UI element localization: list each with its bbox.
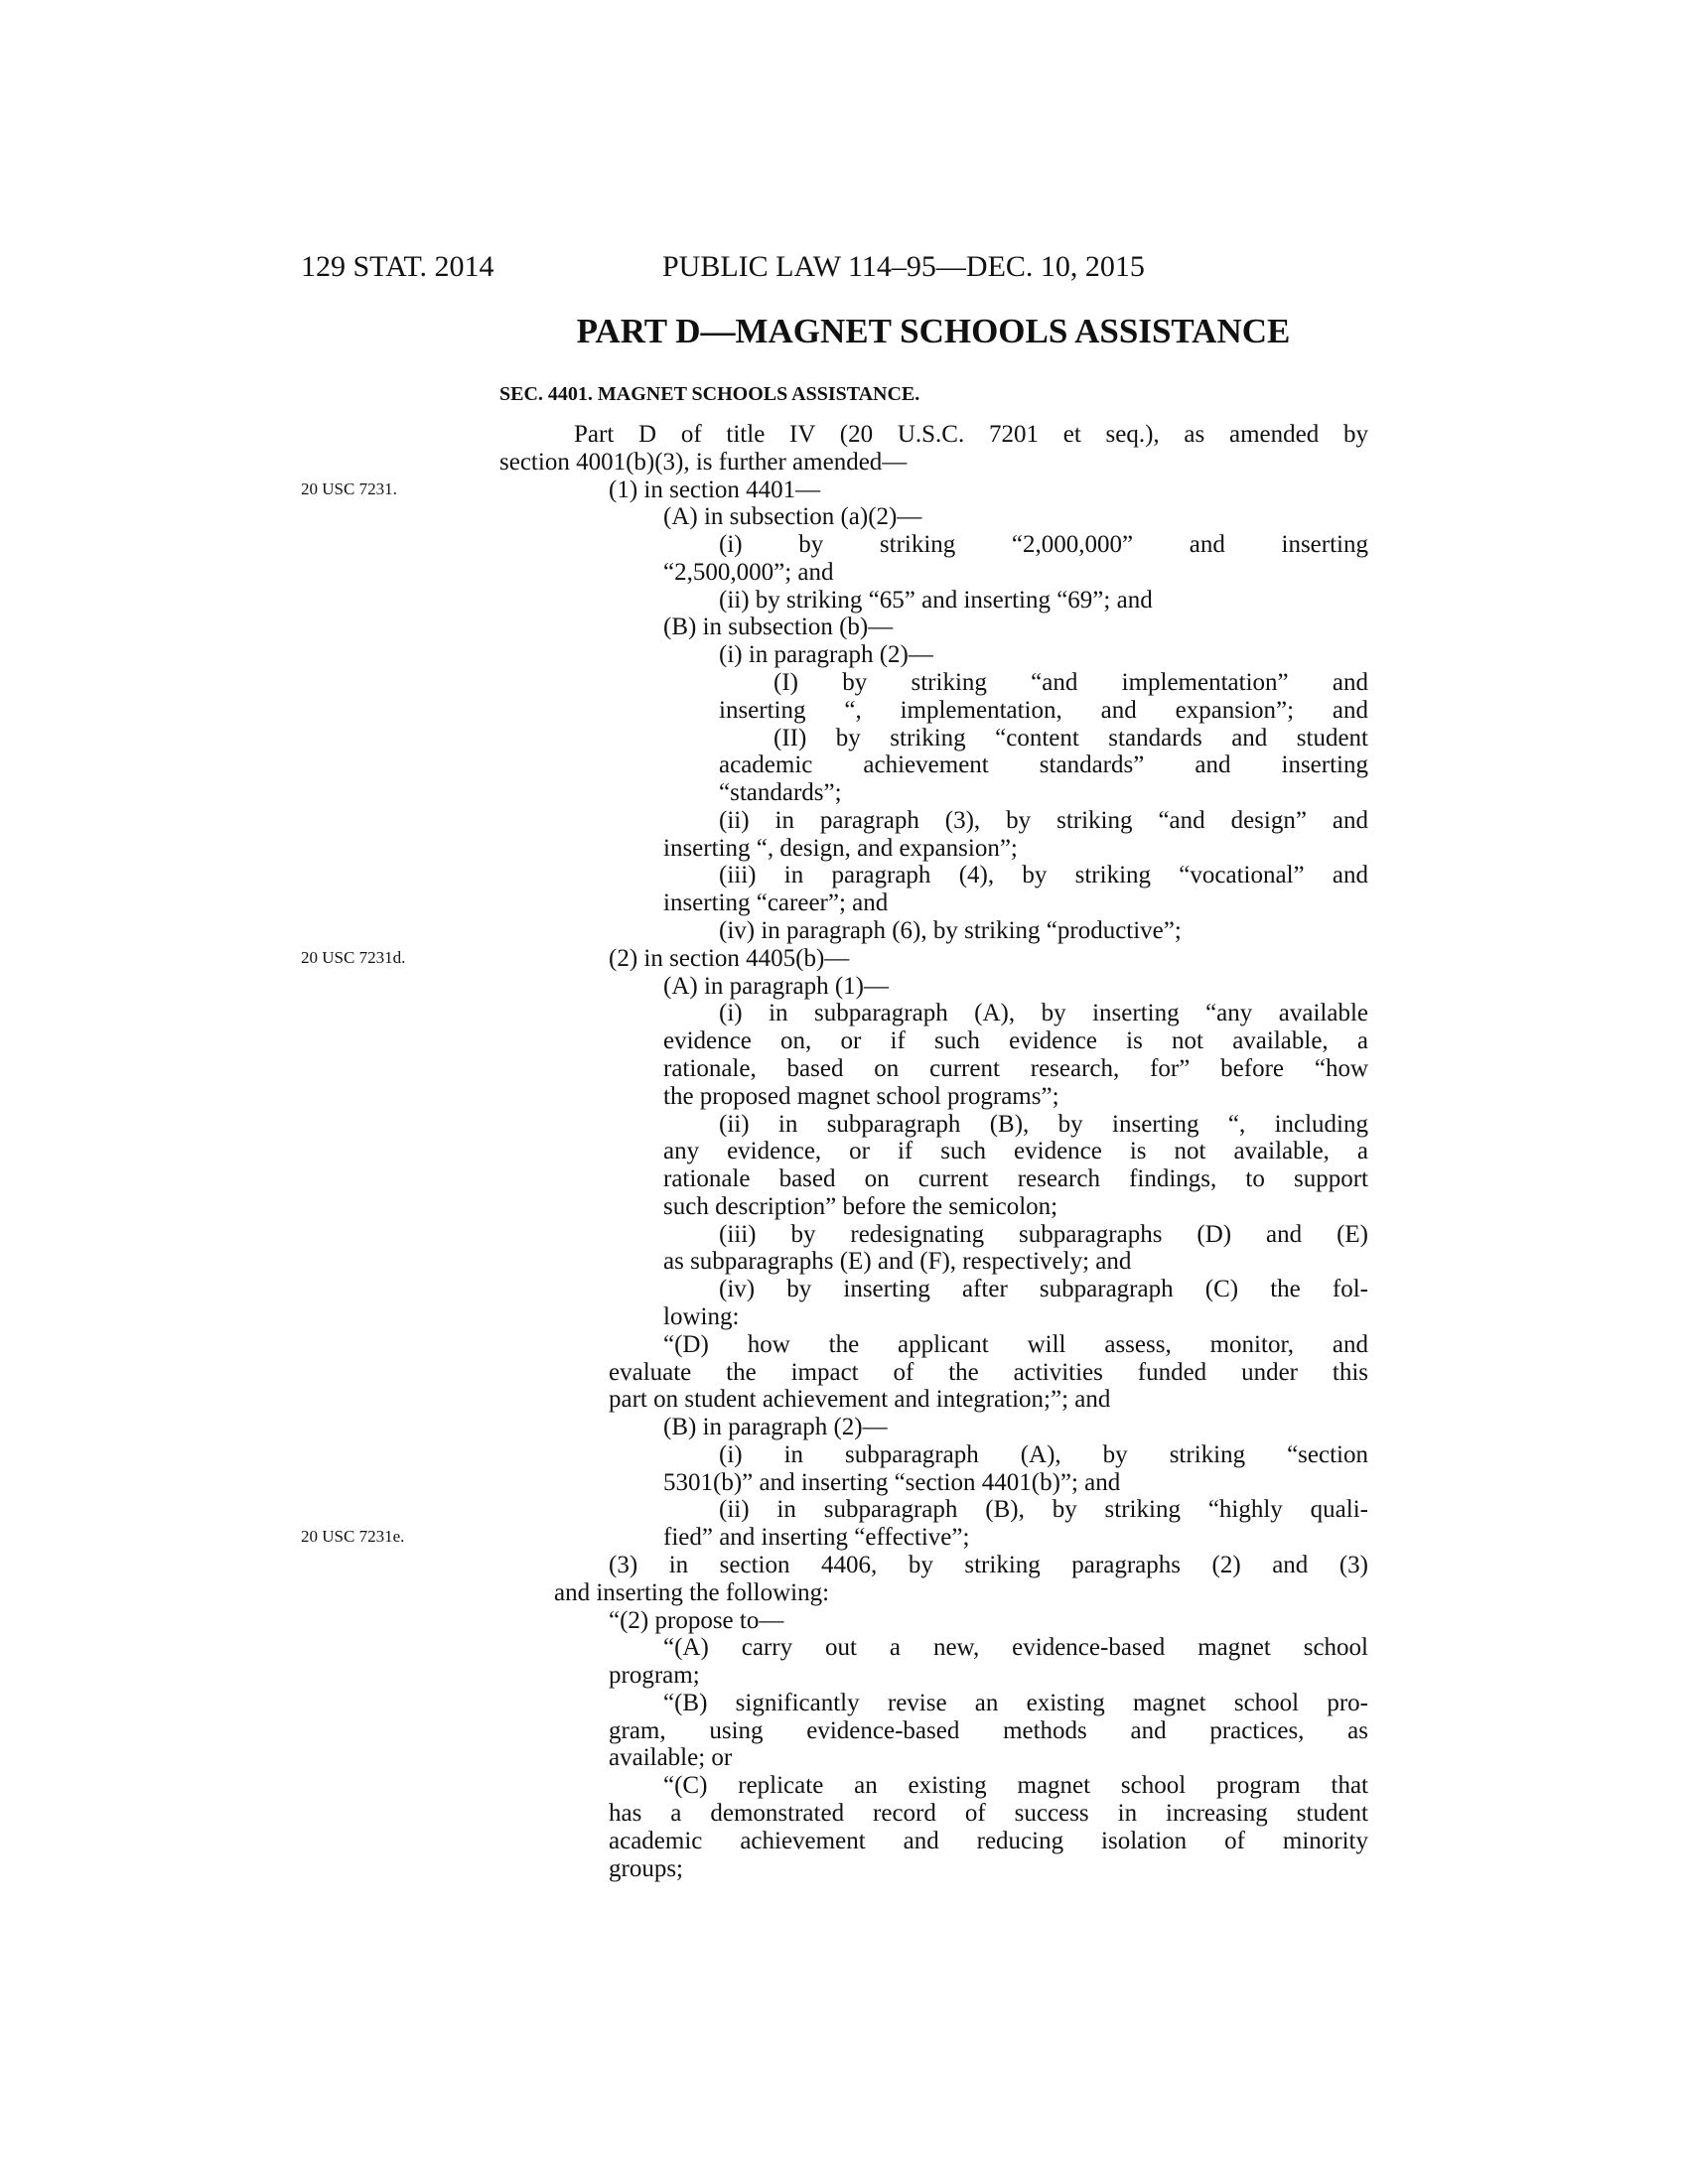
text-line: (ii) in paragraph (3), by striking “and design” and <box>719 806 1368 834</box>
text-line: such description” before the semicolon; <box>663 1192 1058 1220</box>
part-title: PART D—MAGNET SCHOOLS ASSISTANCE <box>576 312 1291 350</box>
text-line: Part D of title IV (20 U.S.C. 7201 et seq.), as amended by <box>574 421 1368 448</box>
text-line: (i) by striking “2,000,000” and inserting <box>719 531 1368 559</box>
text-line: lowing: <box>663 1302 740 1330</box>
text-line: fied” and inserting “effective”; <box>663 1524 970 1552</box>
text-line: evidence on, or if such evidence is not available, a <box>663 1027 1368 1055</box>
text-line: “(C) replicate an existing magnet school program that <box>663 1772 1368 1800</box>
text-line: “standards”; <box>719 779 842 807</box>
text-line: evaluate the impact of the activities funded under this <box>609 1358 1368 1386</box>
public-law-header: PUBLIC LAW 114–95—DEC. 10, 2015 <box>662 250 1145 283</box>
statute-page-number: 129 STAT. 2014 <box>301 250 494 283</box>
text-line: 5301(b)” and inserting “section 4401(b)”; and <box>663 1468 1121 1496</box>
text-line: “2,500,000”; and <box>663 558 834 586</box>
text-line: (3) in section 4406, by striking paragraphs (2) and (3) <box>609 1551 1368 1578</box>
text-line: (iv) in paragraph (6), by striking “productive”; <box>719 917 1182 945</box>
margin-note: 20 USC 7231. <box>301 479 397 498</box>
text-line: (A) in subsection (a)(2)— <box>663 503 922 531</box>
text-line: (A) in paragraph (1)— <box>663 972 889 1000</box>
margin-note: 20 USC 7231d. <box>301 948 406 967</box>
text-line: “(A) carry out a new, evidence-based magnet school <box>663 1634 1368 1662</box>
text-line: section 4001(b)(3), is further amended— <box>499 448 908 476</box>
text-line: inserting “career”; and <box>663 889 889 917</box>
text-line: (iii) in paragraph (4), by striking “vocational” and <box>719 862 1368 889</box>
text-line: available; or <box>609 1744 733 1772</box>
text-line: gram, using evidence-based methods and practices, as <box>609 1716 1368 1744</box>
text-line: “(D) how the applicant will assess, monitor, and <box>663 1330 1368 1358</box>
text-line: (ii) in subparagraph (B), by striking “highly quali- <box>719 1496 1368 1524</box>
text-line: the proposed magnet school programs”; <box>663 1082 1059 1110</box>
text-line: (i) in subparagraph (A), by striking “section <box>719 1440 1368 1468</box>
text-line: has a demonstrated record of success in increasing student <box>609 1800 1368 1827</box>
text-line: (ii) in subparagraph (B), by inserting “, including <box>719 1110 1368 1138</box>
text-line: rationale, based on current research, for” before “how <box>663 1054 1368 1082</box>
text-line: (i) in subparagraph (A), by inserting “any available <box>719 1000 1368 1027</box>
text-line: (B) in subsection (b)— <box>663 614 894 641</box>
text-line: (I) by striking “and implementation” and <box>774 669 1368 697</box>
section-heading: SEC. 4401. MAGNET SCHOOLS ASSISTANCE. <box>499 383 920 405</box>
text-line: as subparagraphs (E) and (F), respectively; and <box>663 1248 1132 1276</box>
text-line: inserting “, design, and expansion”; <box>663 834 1018 862</box>
text-line: academic achievement and reducing isolation of minority <box>609 1827 1368 1854</box>
text-line: (i) in paragraph (2)— <box>719 641 933 669</box>
text-line: (1) in section 4401— <box>609 476 821 503</box>
text-line: groups; <box>609 1854 683 1882</box>
text-line: academic achievement standards” and inserting <box>719 751 1368 779</box>
text-line: “(2) propose to— <box>609 1606 784 1634</box>
text-line: (2) in section 4405(b)— <box>609 944 850 972</box>
text-line: (iii) by redesignating subparagraphs (D) and (E) <box>719 1220 1368 1248</box>
text-line: inserting “, implementation, and expansion”; and <box>719 696 1368 724</box>
margin-note: 20 USC 7231e. <box>301 1527 405 1546</box>
text-line: (ii) by striking “65” and inserting “69”; and <box>719 586 1153 614</box>
text-line: “(B) significantly revise an existing magnet school pro- <box>663 1689 1368 1716</box>
text-line: (II) by striking “content standards and student <box>774 724 1368 751</box>
text-line: and inserting the following: <box>554 1578 830 1606</box>
text-line: part on student achievement and integration;”; and <box>609 1386 1111 1414</box>
text-line: rationale based on current research findings, to support <box>663 1165 1368 1193</box>
text-line: program; <box>609 1662 700 1690</box>
text-line: (iv) by inserting after subparagraph (C) the fol- <box>719 1276 1368 1303</box>
text-line: (B) in paragraph (2)— <box>663 1414 888 1441</box>
text-line: any evidence, or if such evidence is not available, a <box>663 1138 1368 1165</box>
